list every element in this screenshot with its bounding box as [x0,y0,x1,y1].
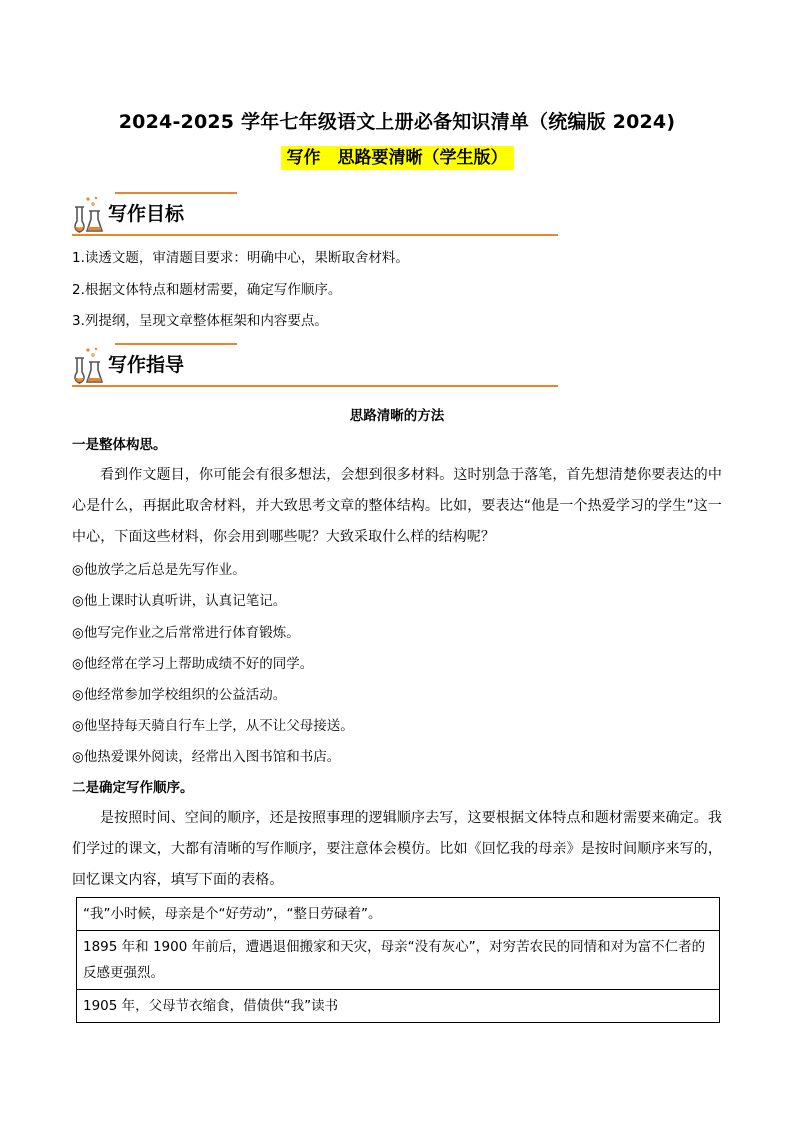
table-row [77,931,720,990]
table-row [77,990,720,1023]
list-item: ◎他写完作业之后常常进行体育锻炼。 [72,625,300,641]
section-heading: 写作指导 [108,354,185,376]
paragraph: 看到作文题目，你可能会有很多想法，会想到很多材料。这时别急于落笔，首先想清楚你要表达的中心是什么，再据此取舍材料，并大致思考文章的整体结构。比如，要表达“他是一个热爱学习的学生”这一中心，下面这些材料，你会用到哪些呢？大致采取什么样的结构呢？ [72,467,722,545]
list-item: ◎他放学之后总是先写作业。 [72,562,246,578]
document-title: 2024-2025 学年七年级语文上册必备知识清单（统编版 2024) [118,111,676,133]
list-item: ◎他坚持每天骑自行车上学，从不让父母接送。 [72,718,354,734]
table-cell: 1895 年和 1900 年前后，遭遇退佃搬家和天灾，母亲“没有灰心”，对穷苦农民的同情和对为富不仁者的反感更强烈。 [77,931,720,990]
section-header-goals [72,192,558,236]
list-item: ◎他热爱课外阅读，经常出入图书馆和书店。 [72,749,341,765]
list-item: ◎他经常在学习上帮助成绩不好的同学。 [72,656,314,672]
list-item: ◎他上课时认真听讲，认真记笔记。 [72,593,287,609]
point-heading: 一是整体构思。 [72,437,167,453]
header-accent-line [115,343,237,345]
header-underline [72,385,558,387]
header-accent-line [115,192,237,194]
table-cell: “我”小时候，母亲是个“好劳动”，“整日劳碌着”。 [77,898,720,931]
point-heading: 二是确定写作顺序。 [72,780,194,796]
goal-item: 1.读透文题，审清题目要求：明确中心，果断取舍材料。 [72,250,409,266]
timeline-table [76,897,720,1023]
document-subtitle: 写作 思路要清晰（学生版） [281,146,514,170]
section-header-guidance [72,343,558,387]
list-item: ◎他经常参加学校组织的公益活动。 [72,687,287,703]
table-cell: 1905 年，父母节衣缩食，借债供“我”读书 [77,990,720,1023]
method-title: 思路清晰的方法 [349,408,445,424]
section-heading: 写作目标 [108,203,185,225]
goal-item: 3.列提纲，呈现文章整体框架和内容要点。 [72,313,328,329]
lab-flask-icon [72,346,104,386]
subtitle-container [0,146,794,170]
lab-flask-icon [72,195,104,235]
goal-item: 2.根据文体特点和题材需要，确定写作顺序。 [72,282,342,298]
paragraph: 是按照时间、空间的顺序，还是按照事理的逻辑顺序去写，这要根据文体特点和题材需要来确定。我们学过的课文，大都有清晰的写作顺序，要注意体会模仿。比如《回忆我的母亲》是按时间顺序来写的，回忆课文内容，填写下面的表格。 [72,810,722,888]
header-underline [72,234,558,236]
table-row [77,898,720,931]
